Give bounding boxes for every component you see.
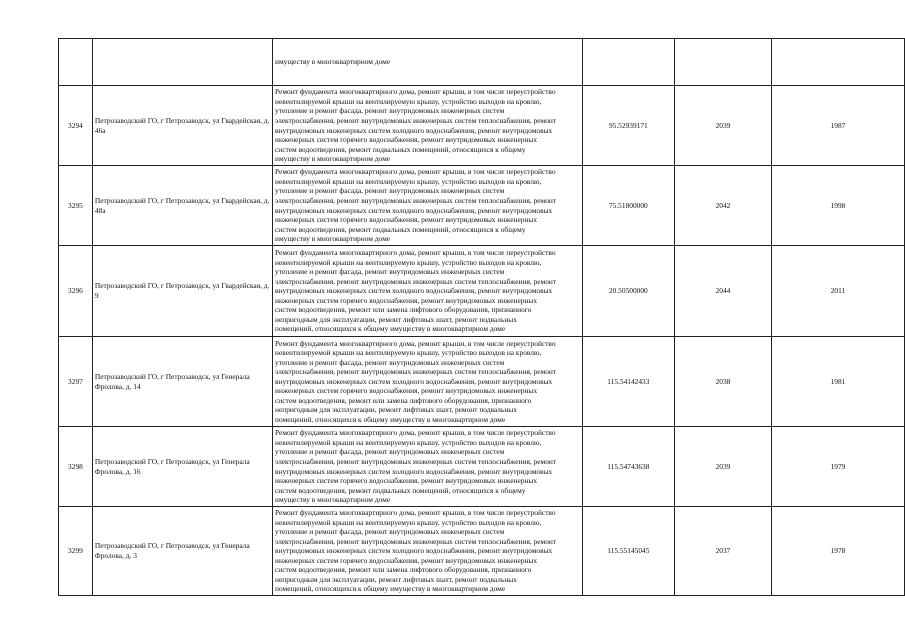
area-cell: 75.51800000: [582, 166, 674, 246]
works-line: инженерных систем горячего водоснабжения, ремонт внутридомовых инженерных: [275, 386, 538, 396]
area-cell: 115.55145045: [582, 507, 674, 596]
works-line: невентилируемой крыши на вентилируемую крышу, устройство выходов на кровлю,: [275, 348, 542, 358]
planned-year-cell: 2039: [675, 427, 772, 507]
area-cell: 95.52939171: [582, 86, 674, 166]
works-line: непригодным для эксплуатации, ремонт лифтовых шахт, ремонт подвальных: [275, 574, 517, 584]
table-row: [59, 166, 905, 246]
address-cell: Петрозаводский ГО, г Петрозаводск, ул Генерала Фролова, д. 14: [92, 337, 272, 427]
works-cell: [273, 39, 583, 86]
works-line: систем водоотведения, ремонт или замена лифтового оборудования, признанного: [275, 305, 532, 315]
built-year-cell: [771, 39, 904, 86]
works-line: внутридомовых инженерных систем холодного водоснабжения, ремонт внутридомовых: [275, 205, 553, 215]
address-cell: Петрозаводский ГО, г Петрозаводск, ул Гвардейская, д. 46а: [92, 86, 272, 166]
works-cell: [273, 246, 583, 337]
works-line: Ремонт фундамента многоквартирного дома, ремонт крыши, в том числе переустройство: [275, 338, 556, 348]
works-line: внутридомовых инженерных систем холодного водоснабжения, ремонт внутридомовых: [275, 546, 553, 556]
works-line: внутридомовых инженерных систем холодного водоснабжения, ремонт внутридомовых: [275, 466, 553, 476]
works-line: помещений, относящихся к общему имуществу в многоквартирном доме: [275, 324, 506, 334]
row-number: 3297: [59, 337, 93, 427]
area-cell: [582, 39, 674, 86]
works-line: помещений, относящихся к общему имуществу в многоквартирном доме: [275, 584, 506, 594]
works-line: непригодным для эксплуатации, ремонт лифтовых шахт, ремонт подвальных: [275, 314, 517, 324]
works-line: утепление и ремонт фасада, ремонт внутридомовых инженерных систем: [275, 447, 505, 457]
works-line: Ремонт фундамента многоквартирного дома, ремонт крыши, в том числе переустройство: [275, 508, 556, 518]
works-line: электроснабжения, ремонт внутридомовых инженерных систем теплоснабжения, ремонт: [275, 276, 557, 286]
works-line: электроснабжения, ремонт внутридомовых инженерных систем теплоснабжения, ремонт: [275, 456, 557, 466]
works-line: Ремонт фундамента многоквартирного дома, ремонт крыши, в том числе переустройство: [275, 87, 556, 97]
works-line: электроснабжения, ремонт внутридомовых инженерных систем теплоснабжения, ремонт: [275, 115, 557, 125]
address-cell: [92, 39, 272, 86]
works-line: Ремонт фундамента многоквартирного дома, ремонт крыши, в том числе переустройство: [275, 167, 556, 177]
works-line: невентилируемой крыши на вентилируемую крышу, устройство выходов на кровлю,: [275, 176, 542, 186]
built-year-cell: 1979: [771, 427, 904, 507]
row-number: 3298: [59, 427, 93, 507]
works-cell: [273, 86, 583, 166]
works-cell: [273, 337, 583, 427]
works-line: электроснабжения, ремонт внутридомовых инженерных систем теплоснабжения, ремонт: [275, 195, 557, 205]
works-line: инженерных систем горячего водоснабжения, ремонт внутридомовых инженерных: [275, 295, 538, 305]
planned-year-cell: [675, 39, 772, 86]
works-line: имуществу в многоквартирном доме: [275, 57, 391, 67]
table-body: [59, 39, 905, 596]
works-line: Ремонт фундамента многоквартирного дома, ремонт крыши, в том числе переустройство: [275, 428, 556, 438]
works-line: невентилируемой крыши на вентилируемую крышу, устройство выходов на кровлю,: [275, 517, 542, 527]
works-line: внутридомовых инженерных систем холодного водоснабжения, ремонт внутридомовых: [275, 286, 553, 296]
row-number: 3299: [59, 507, 93, 596]
works-line: имуществу в многоквартирном доме: [275, 495, 391, 505]
address-cell: Петрозаводский ГО, г Петрозаводск, ул Генерала Фролова, д. 3: [92, 507, 272, 596]
row-number: 3294: [59, 86, 93, 166]
works-line: утепление и ремонт фасада, ремонт внутридомовых инженерных систем: [275, 106, 505, 116]
built-year-cell: 1981: [771, 337, 904, 427]
address-cell: Петрозаводский ГО, г Петрозаводск, ул Гвардейская, д. 9: [92, 246, 272, 337]
works-line: невентилируемой крыши на вентилируемую крышу, устройство выходов на кровлю,: [275, 437, 542, 447]
table-row: [59, 427, 905, 507]
works-line: инженерных систем горячего водоснабжения, ремонт внутридомовых инженерных: [275, 135, 538, 145]
works-line: электроснабжения, ремонт внутридомовых инженерных систем теплоснабжения, ремонт: [275, 367, 557, 377]
row-number: 3296: [59, 246, 93, 337]
row-number: [59, 39, 93, 86]
built-year-cell: 1978: [771, 507, 904, 596]
works-line: электроснабжения, ремонт внутридомовых инженерных систем теплоснабжения, ремонт: [275, 536, 557, 546]
works-line: утепление и ремонт фасада, ремонт внутридомовых инженерных систем: [275, 357, 505, 367]
address-cell: Петрозаводский ГО, г Петрозаводск, ул Гвардейская, д. 48а: [92, 166, 272, 246]
planned-year-cell: 2039: [675, 86, 772, 166]
table-row: [59, 39, 905, 86]
built-year-cell: 2011: [771, 246, 904, 337]
area-cell: 115.54142433: [582, 337, 674, 427]
works-line: систем водоотведения, ремонт или замена лифтового оборудования, признанного: [275, 395, 532, 405]
table-row: [59, 246, 905, 337]
housing-repair-table: [58, 38, 905, 596]
address-cell: Петрозаводский ГО, г Петрозаводск, ул Генерала Фролова, д. 16: [92, 427, 272, 507]
works-line: невентилируемой крыши на вентилируемую крышу, устройство выходов на кровлю,: [275, 257, 542, 267]
works-line: инженерных систем горячего водоснабжения, ремонт внутридомовых инженерных: [275, 555, 538, 565]
works-line: внутридомовых инженерных систем холодного водоснабжения, ремонт внутридомовых: [275, 376, 553, 386]
works-line: помещений, относящихся к общему имуществу в многоквартирном доме: [275, 414, 506, 424]
works-line: утепление и ремонт фасада, ремонт внутридомовых инженерных систем: [275, 527, 505, 537]
works-line: инженерных систем горячего водоснабжения, ремонт внутридомовых инженерных: [275, 476, 538, 486]
table-row: [59, 337, 905, 427]
works-line: непригодным для эксплуатации, ремонт лифтовых шахт, ремонт подвальных: [275, 405, 517, 415]
built-year-cell: 1987: [771, 86, 904, 166]
built-year-cell: 1998: [771, 166, 904, 246]
works-line: утепление и ремонт фасада, ремонт внутридомовых инженерных систем: [275, 267, 505, 277]
works-line: внутридомовых инженерных систем холодного водоснабжения, ремонт внутридомовых: [275, 125, 553, 135]
table-row: [59, 86, 905, 166]
table-row: [59, 507, 905, 596]
works-line: систем водоотведения, ремонт или замена лифтового оборудования, признанного: [275, 565, 532, 575]
planned-year-cell: 2037: [675, 507, 772, 596]
works-line: инженерных систем горячего водоснабжения, ремонт внутридомовых инженерных: [275, 215, 538, 225]
planned-year-cell: 2038: [675, 337, 772, 427]
works-cell: [273, 507, 583, 596]
planned-year-cell: 2044: [675, 246, 772, 337]
row-number: 3295: [59, 166, 93, 246]
works-cell: [273, 166, 583, 246]
works-line: систем водоотведения, ремонт подвальных помещений, относящихся к общему: [275, 224, 526, 234]
planned-year-cell: 2042: [675, 166, 772, 246]
works-line: невентилируемой крыши на вентилируемую крышу, устройство выходов на кровлю,: [275, 96, 542, 106]
works-line: имуществу в многоквартирном доме: [275, 234, 391, 244]
works-line: имуществу в многоквартирном доме: [275, 154, 391, 164]
works-line: систем водоотведения, ремонт подвальных помещений, относящихся к общему: [275, 144, 526, 154]
area-cell: 20.50500000: [582, 246, 674, 337]
area-cell: 115.54743638: [582, 427, 674, 507]
works-line: Ремонт фундамента многоквартирного дома, ремонт крыши, в том числе переустройство: [275, 248, 556, 258]
works-line: утепление и ремонт фасада, ремонт внутридомовых инженерных систем: [275, 186, 505, 196]
works-cell: [273, 427, 583, 507]
works-line: систем водоотведения, ремонт подвальных помещений, относящихся к общему: [275, 485, 526, 495]
